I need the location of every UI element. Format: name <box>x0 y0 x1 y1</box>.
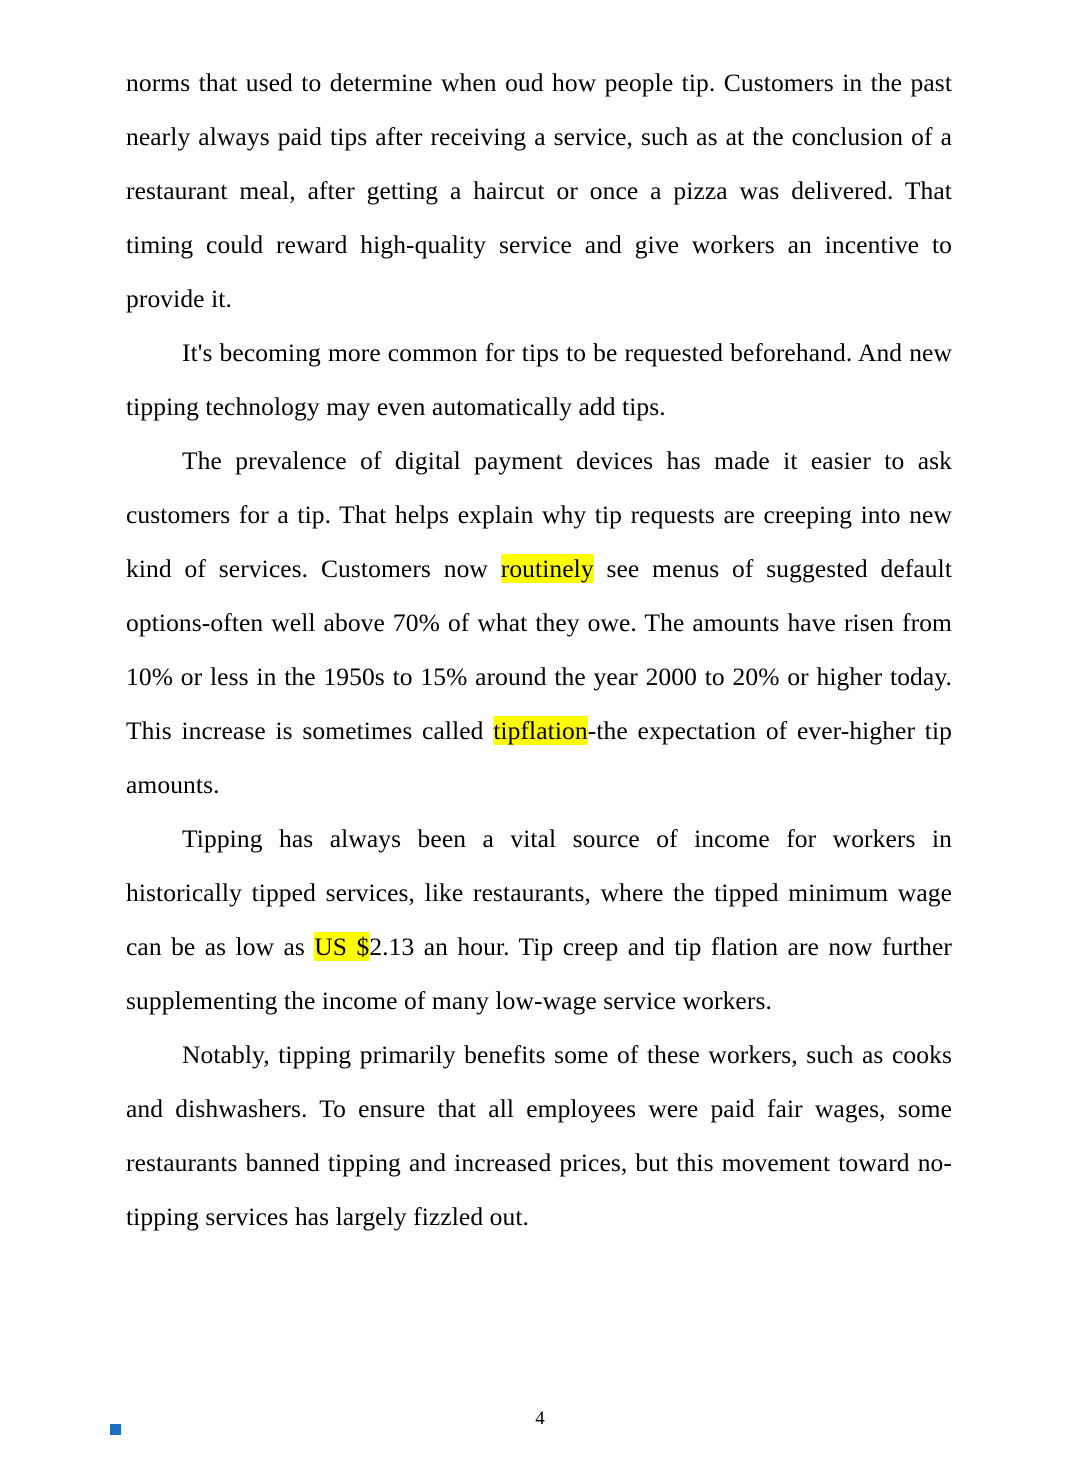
text-run: It's becoming more common for tips to be requested beforehand. And new tipping technology may even automatically add tips. <box>126 338 952 421</box>
text-run: -the expectation of ever-higher tip amounts. <box>126 716 952 799</box>
paragraph-3 <box>126 434 952 812</box>
paragraph-5 <box>126 1028 952 1244</box>
document-body <box>126 56 952 1244</box>
paragraph-4 <box>126 812 952 1028</box>
highlight-us-dollar: US $ <box>314 932 370 961</box>
text-run: norms that used to determine when oud how people tip. Customers in the past nearly always paid tips after receiving a service, such as at the conclusion of a restaurant meal, after getting a haircut or once a pizza was delivered. That timing could reward high-quality service and give workers an incentive to provide it. <box>126 68 952 313</box>
highlight-routinely: routinely <box>500 554 594 583</box>
text-run: see menus of suggested default options-often well above 70% of what they owe. The amounts have risen from 10% or less in the 1950s to 15% around the year 2000 to 20% or higher today. This increase is sometimes called <box>126 554 952 745</box>
paragraph-2 <box>126 326 952 434</box>
text-run: Notably, tipping primarily benefits some of these workers, such as cooks and dishwashers. To ensure that all employees were paid fair wages, some restaurants banned tipping and increased prices, but this movement toward no-tipping services has largely fizzled out. <box>126 1040 952 1231</box>
paragraph-1 <box>126 56 952 326</box>
page-number: 4 <box>535 1408 545 1429</box>
highlight-tipflation: tipflation <box>493 716 588 745</box>
text-run: 2.13 an hour. Tip creep and tip flation are now further supplementing the income of many low-wage service workers. <box>126 932 953 1015</box>
text-run: Tipping has always been a vital source of income for workers in historically tipped services, like restaurants, where the tipped minimum wage can be as low as <box>126 824 952 961</box>
text-run: The prevalence of digital payment devices has made it easier to ask customers for a tip. That helps explain why tip requests are creeping into new kind of services. Customers now <box>126 446 952 583</box>
